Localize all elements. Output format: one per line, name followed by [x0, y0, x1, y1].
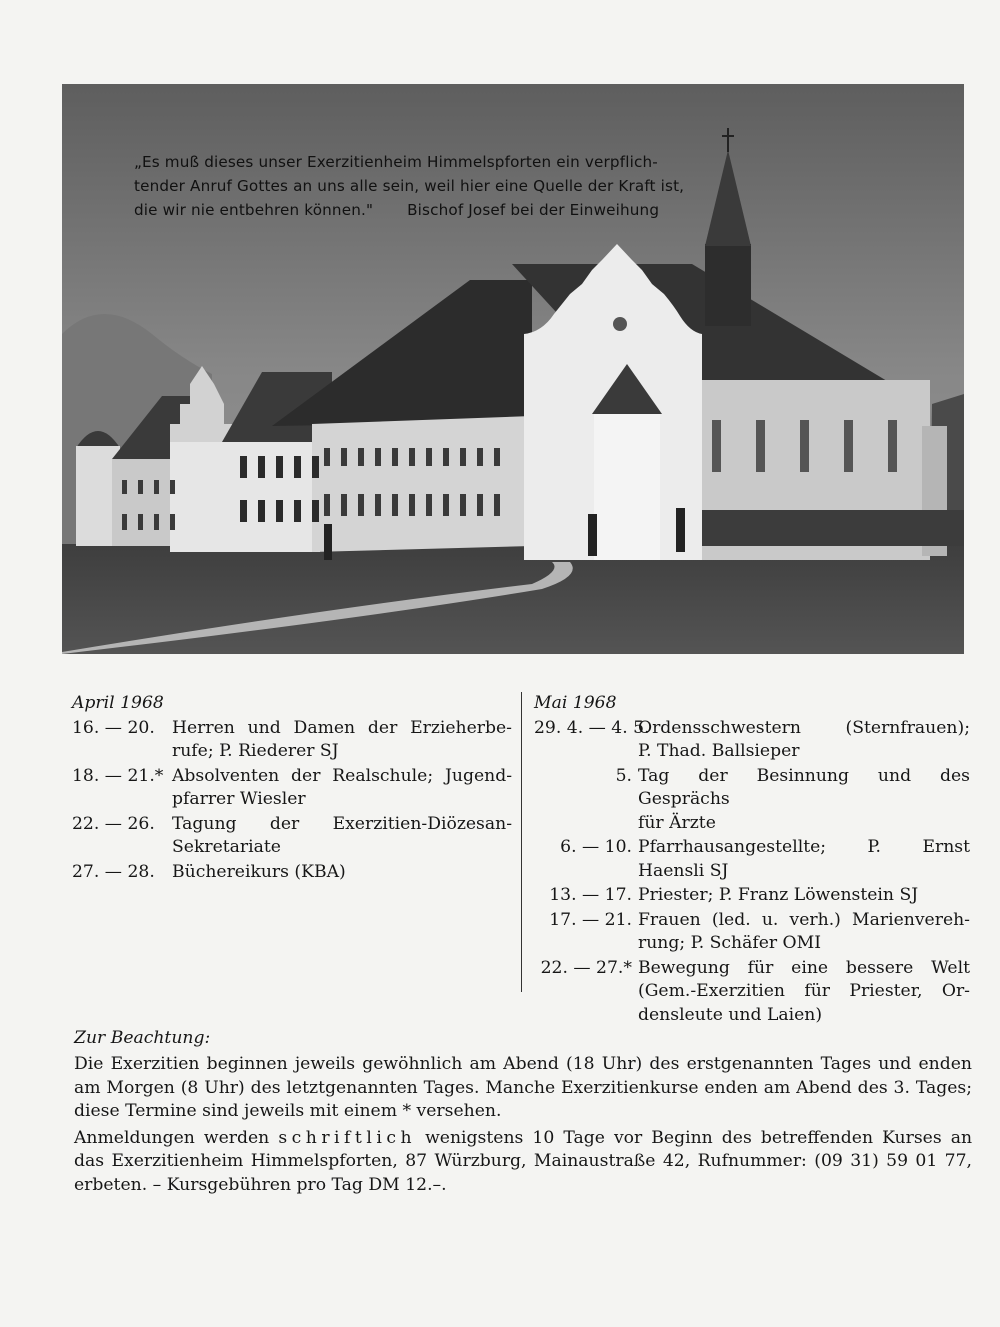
emphasis-spaced: schriftlich [278, 1128, 417, 1149]
entry-description: Bewegung für eine bessere Welt (Gem.-Exerzitien für Priester, Or- densleute und Laien) [638, 957, 970, 1025]
entry-description: Tagung der Exerzitien-Diözesan- Sekretariate [172, 813, 512, 857]
entry-dates: 29. 4. — 4. 5. [534, 717, 650, 738]
entry-description: Priester; P. Franz Löwenstein SJ [638, 885, 919, 905]
entry-description: Frauen (led. u. verh.) Marienvereh- rung; P. Schäfer OMI [638, 909, 970, 953]
mai-entry [534, 957, 970, 1028]
mai-entry [534, 717, 970, 764]
mai-heading: Mai 1968 [534, 693, 617, 713]
entry-description: Büchereikurs (KBA) [172, 861, 346, 882]
entry-description: Herren und Damen der Erzieherbe- rufe; P. Riederer SJ [172, 717, 512, 761]
entry-description: Absolventen der Realschule; Jugend- pfarrer Wiesler [172, 765, 512, 809]
entry-description: Tag der Besinnung und des Gesprächs für Ärzte [638, 765, 970, 833]
mai-entry [534, 909, 970, 956]
caption-line-3: die wir nie entbehren können." Bischof Josef bei der Einweihung [134, 201, 660, 219]
april-heading: April 1968 [72, 693, 164, 713]
entry-dates: 27. — 28. [72, 861, 155, 882]
april-schedule [72, 692, 512, 885]
notes-heading: Zur Beachtung: [74, 1028, 211, 1048]
caption-author: Bischof Josef bei der Einweihung [407, 201, 660, 219]
entry-description: Ordensschwestern (Sternfrauen); P. Thad. Ballsieper [638, 717, 970, 761]
april-entry [72, 861, 512, 885]
photo-caption [134, 150, 714, 222]
monastery-photo [62, 84, 964, 654]
mai-entry [534, 884, 970, 908]
notes-paragraph-1: Die Exerzitien beginnen jeweils gewöhnlich am Abend (18 Uhr) des erstgenannten Tages und enden am Morgen (8 Uhr) des letztgenannten Tages. Manche Exerzitienkurse enden am Abend des 3. Tages; diese Termine sind jeweils mit einem * versehen. [74, 1054, 972, 1121]
entry-dates: 22. — 26. [72, 813, 155, 834]
entry-dates: 18. — 21.* [72, 765, 164, 786]
entry-description: Pfarrhausangestellte; P. Ernst Haensli SJ [638, 837, 970, 881]
mai-schedule [534, 692, 970, 1028]
caption-line-2: tender Anruf Gottes an uns alle sein, weil hier eine Quelle der Kraft ist, [134, 177, 685, 195]
entry-dates: 17. — 21. [549, 909, 632, 930]
entry-dates: 6. — 10. [560, 837, 632, 857]
april-entry [72, 765, 512, 812]
notes-section [74, 1027, 972, 1201]
mai-entry [534, 836, 970, 883]
mai-entry [534, 765, 970, 836]
entry-dates: 22. — 27.* [540, 957, 632, 978]
april-entry [72, 813, 512, 860]
entry-dates: 16. — 20. [72, 717, 155, 738]
entry-dates: 13. — 17. [549, 885, 632, 905]
caption-line-1: „Es muß dieses unser Exerzitienheim Himmelspforten ein verpflich- [134, 153, 658, 171]
notes-paragraph-2: Anmeldungen werden schriftlich wenigstens 10 Tage vor Beginn des betreffenden Kurses an das Exerzitienheim Himmelspforten, 87 Würzburg, Mainaustraße 42, Rufnummer: (09 31) 59 01 77, erbeten. – Kursgebühren pro Tag DM 12.–. [74, 1128, 973, 1195]
april-entry [72, 717, 512, 764]
entry-dates: 5. [615, 765, 632, 786]
column-divider [521, 692, 522, 992]
